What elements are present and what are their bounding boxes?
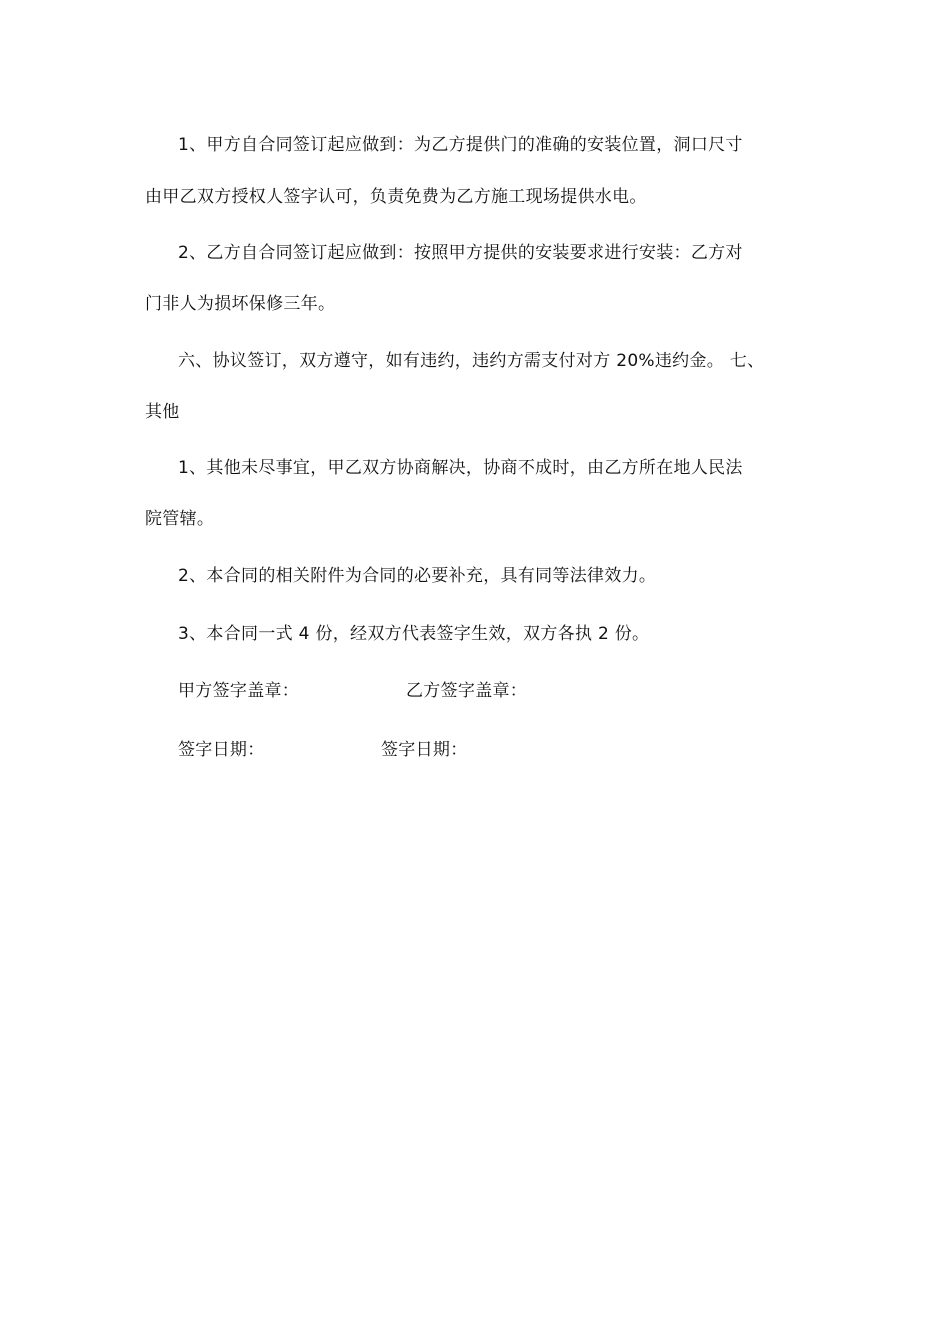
party-a-date-label: 签字日期： bbox=[178, 740, 265, 760]
other-1-line-1: 1、其他未尽事宜，甲乙双方协商解决，协商不成时，由乙方所在地人民法 bbox=[178, 458, 743, 478]
party-b-seal-label: 乙方签字盖章： bbox=[406, 681, 528, 701]
section-6-line-1: 六、协议签订，双方遵守，如有违约，违约方需支付对方 20%违约金。 七、 bbox=[178, 351, 765, 371]
party-b-date-label: 签字日期： bbox=[381, 740, 468, 760]
clause-2-line-1: 2、乙方自合同签订起应做到：按照甲方提供的安装要求进行安装：乙方对 bbox=[178, 243, 743, 263]
clause-1-line-1: 1、甲方自合同签订起应做到：为乙方提供门的准确的安装位置，洞口尺寸 bbox=[178, 135, 743, 155]
clause-2-line-2: 门非人为损坏保修三年。 bbox=[145, 294, 336, 314]
party-a-seal-label: 甲方签字盖章： bbox=[178, 681, 300, 701]
other-1-line-2: 院管辖。 bbox=[145, 509, 215, 529]
other-2: 2、本合同的相关附件为合同的必要补充，具有同等法律效力。 bbox=[178, 566, 657, 586]
other-3: 3、本合同一式 4 份，经双方代表签字生效，双方各执 2 份。 bbox=[178, 624, 650, 644]
clause-1-line-2: 由甲乙双方授权人签字认可，负责免费为乙方施工现场提供水电。 bbox=[145, 187, 647, 207]
section-6-line-2: 其他 bbox=[145, 402, 180, 422]
